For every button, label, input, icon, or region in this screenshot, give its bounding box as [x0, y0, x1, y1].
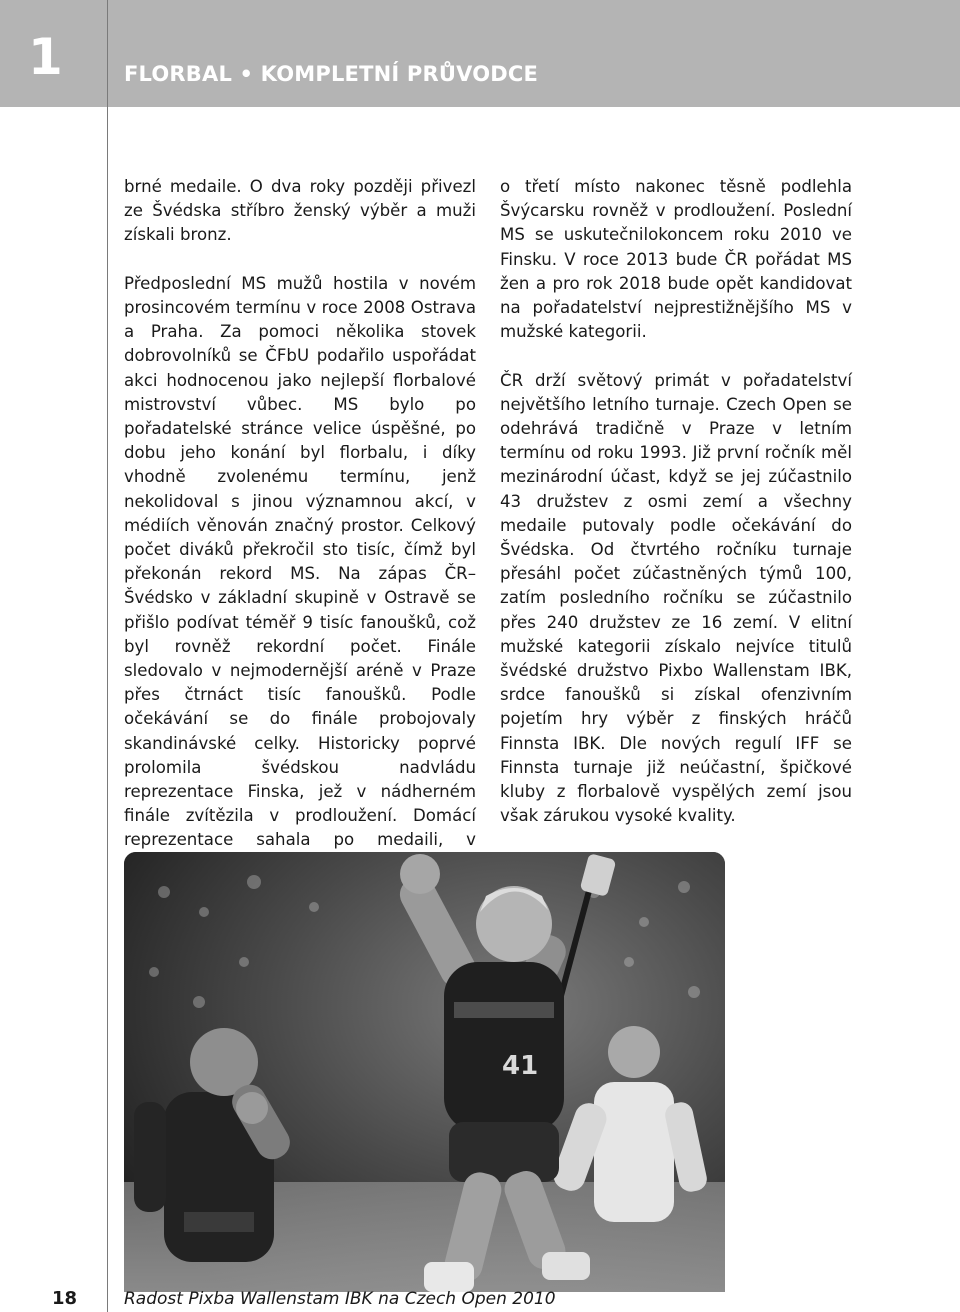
jersey-number: 41: [502, 1051, 539, 1081]
paragraph: o třetí místo nakonec těsně podlehla Švýcarsku rovněž v prodloužení. Poslední MS se uskutečnilokoncem roku 2010 ve Finsku. V roce 2013 bude ČR pořádat MS žen a pro rok 2018 bude opět kandidovat na pořadatelství nejprestižnějšího MS v mužské kategorii.: [500, 177, 852, 342]
chapter-number: 1: [28, 28, 63, 86]
left-column: [124, 175, 476, 901]
running-header-title: FLORBAL • KOMPLETNÍ PRŮVODCE: [124, 62, 539, 86]
photo-floorball-celebration: [124, 852, 725, 1292]
paragraph: Předposlední MS mužů hostila v novém prosincovém termínu v roce 2008 Ostrava a Praha. Za pomoci několika stovek dobrovolníků se ČFbU podařilo uspořádat akci hodnocenou jako nejlepší florbalové mistrovství vůbec. MS bylo po pořadatelské stránce velice úspěšné, po dobu jeho konání byl florbalu, i díky vhodně zvolenému termínu, jenž nekolidoval s jinou významnou akcí, v médiích věnován značný prostor. Celkový počet diváků překročil sto tisíc, čímž byl překonán rekord MS. Na zápas ČR–Švédsko v základní skupině v Ostravě se přišlo podívat téměř 9 tisíc fanoušků, což byl rovněž rekordní počet. Finále sledovalo v nejmodernější aréně v Praze přes čtrnáct tisíc fanoušků. Podle očekávání se do finále probojovaly skandinávské celky. Historicky poprvé prolomila švédskou nadvládu reprezentace Finska, jež v nádherném finále zvítězila v prodloužení. Domácí reprezentace sahala po medaili, v: [124, 273, 476, 850]
photo-caption: Radost Pixba Wallenstam IBK na Czech Open 2010: [124, 1289, 556, 1309]
paragraph: brné medaile. O dva roky později přivezl ze Švédska stříbro ženský výběr a muži získali bronz.: [124, 177, 476, 245]
margin-rule: [107, 0, 108, 1312]
photo-illustration: [124, 852, 725, 1292]
paragraph: ČR drží světový primát v pořadatelství největšího letního turnaje. Czech Open se odehrává tradičně v Praze v letním termínu od roku 1993. Již první ročník měl mezinárodní účast, když se jej zúčastnilo 43 družstev z osmi zemí a všechny medaile putovaly podle očekávání do Švédska. Od čtvrtého ročníku turnaje přesáhl počet zúčastněných týmů 100, zatím posledního ročníku se zúčastnilo přes 240 družstev ze 16 zemí. V elitní mužské kategorii získalo nejvíce titulů švédské družstvo Pixbo Wallenstam IBK, srdce fanoušků si získal ofenzivním pojetím hry výběr z finských hráčů Finnsta IBK. Dle nových regulí IFF se Finnsta turnaje již neúčastní, špičkové kluby z florbalově vyspělých zemí jsou však zárukou vysoké kvality.: [500, 370, 852, 826]
header-band: [0, 0, 960, 107]
right-column: [500, 175, 852, 853]
page-number: 18: [52, 1288, 78, 1309]
